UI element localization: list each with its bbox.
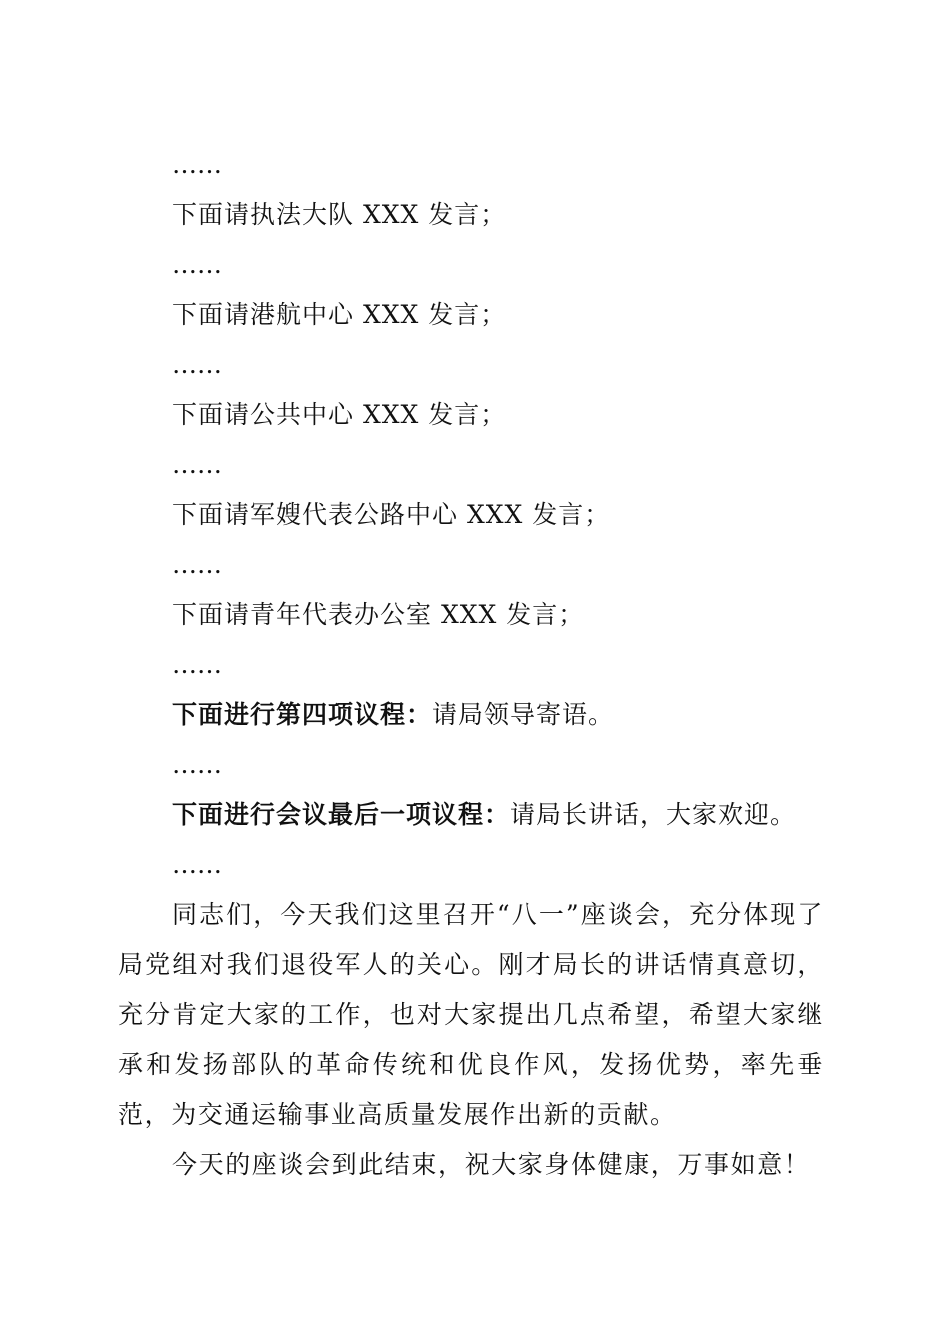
ellipsis-line: …… bbox=[172, 850, 222, 879]
closing-line: 今天的座谈会到此结束，祝大家身体健康，万事如意！ bbox=[172, 1150, 811, 1179]
agenda-label: 下面进行会议最后一项议程： bbox=[172, 800, 511, 829]
ellipsis-line: …… bbox=[172, 350, 222, 379]
agenda-label: 下面进行第四项议程： bbox=[172, 700, 433, 729]
speaker-line-youth: 下面请青年代表办公室 XXX 发言； bbox=[172, 600, 585, 629]
agenda-item-final bbox=[118, 790, 824, 840]
agenda-item-four bbox=[118, 690, 824, 740]
ellipsis-line: …… bbox=[172, 750, 222, 779]
agenda-text: 请局长讲话，大家欢迎。 bbox=[510, 800, 797, 829]
ellipsis-line: …… bbox=[172, 550, 222, 579]
closing-paragraph: 同志们，今天我们这里召开“八一”座谈会，充分体现了局党组对我们退役军人的关心。刚才局长的讲话情真意切，充分肯定大家的工作，也对大家提出几点希望，希望大家继承和发扬部队的革命传统和优良作风，发扬优势，率先垂范，为交通运输事业高质量发展作出新的贡献。 bbox=[118, 900, 824, 1129]
ellipsis-line: …… bbox=[172, 450, 222, 479]
ellipsis-line: …… bbox=[172, 650, 222, 679]
agenda-text: 请局领导寄语。 bbox=[432, 700, 615, 729]
speaker-line-military-spouse: 下面请军嫂代表公路中心 XXX 发言； bbox=[172, 500, 611, 529]
ellipsis-line: …… bbox=[172, 150, 222, 179]
speaker-line-port: 下面请港航中心 XXX 发言； bbox=[172, 300, 507, 329]
document-body bbox=[118, 140, 824, 1190]
speaker-line-enforcement: 下面请执法大队 XXX 发言； bbox=[172, 200, 507, 229]
speaker-line-public: 下面请公共中心 XXX 发言； bbox=[172, 400, 507, 429]
ellipsis-line: …… bbox=[172, 250, 222, 279]
